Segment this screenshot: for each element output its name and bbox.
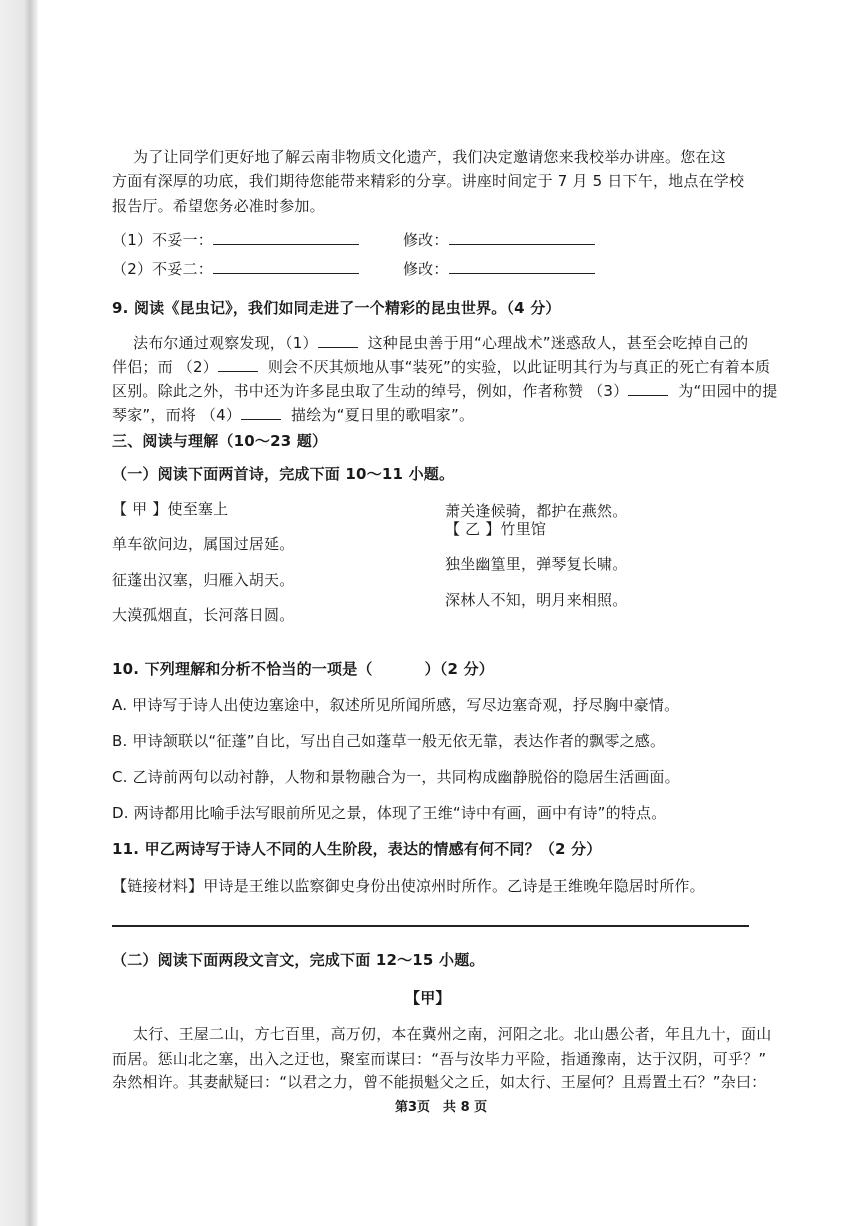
poem-jia-line-4: 萧关逢候骑，都护在燕然。	[445, 502, 628, 520]
part2-line-3: 杂然相许。其妻献疑曰：“以君之力，曾不能损魁父之丘，如太行、王屋何？且焉置土石？”杂曰：	[112, 1073, 767, 1091]
q9-title: 9. 阅读《昆虫记》，我们如同走进了一个精彩的昆虫世界。（4 分）	[112, 299, 561, 317]
q9-text-4a: 琴家”，而将 （4）	[112, 406, 242, 424]
poem-jia-line-2: 征蓬出汉塞，归雁入胡天。	[112, 571, 295, 589]
q9-text-1b: 这种昆虫善于用“心理战术”迷惑敌人，甚至会吃掉自己的	[367, 334, 749, 352]
q10-option-b: B. 甲诗颔联以“征蓬”自比，写出自己如蓬草一般无依无靠，表达作者的飘零之感。	[112, 732, 666, 750]
poem-jia-line-1: 单车欲问边，属国过居延。	[112, 535, 295, 553]
q9-blank-1[interactable]	[318, 333, 358, 348]
q9-text-1a: 法布尔通过观察发现，（1）	[133, 334, 318, 352]
poem-jia-title: 【 甲 】使至塞上	[112, 500, 229, 518]
q11-link-material: 【链接材料】甲诗是王维以监察御史身份出使凉州时所作。乙诗是王维晚年隐居时所作。	[112, 877, 705, 895]
part2-title: （二）阅读下面两段文言文，完成下面 12～15 小题。	[112, 951, 485, 969]
q8-fix-label-2: 修改：	[402, 260, 449, 278]
invitation-line-1: 为了让同学们更好地了解云南非物质文化遗产，我们决定邀请您来我校举办讲座。您在这	[133, 148, 726, 166]
q9-text-3b: 为“田园中的提	[678, 382, 778, 400]
q8-answer-blank-2[interactable]	[213, 259, 359, 274]
q10-option-d: D. 两诗都用比喻手法写眼前所见之景，体现了王维“诗中有画，画中有诗”的特点。	[112, 804, 667, 822]
invitation-line-2: 方面有深厚的功底，我们期待您能带来精彩的分享。讲座时间定于 7 月 5 日下午，地点在学校	[112, 172, 745, 190]
q8-row-2	[112, 258, 595, 279]
q9-line-1	[133, 332, 748, 353]
poem-yi-title: 【 乙 】竹里馆	[445, 520, 547, 538]
q9-line-4	[112, 404, 474, 425]
q9-text-4b: 描绘为“夏日里的歌唱家”。	[291, 406, 475, 424]
q9-text-2b: 则会不厌其烦地从事“装死”的实验，以此证明其行为与真正的死亡有着本质	[267, 358, 771, 376]
q8-fix-blank-1[interactable]	[449, 230, 595, 245]
q9-line-3	[112, 380, 777, 401]
q8-row-1	[112, 229, 595, 250]
q8-item1-label: （1）不妥一：	[112, 231, 213, 249]
q10-stem	[112, 658, 494, 679]
page-footer: 第3页 共 8 页	[395, 1100, 488, 1115]
q8-fix-blank-2[interactable]	[449, 259, 595, 274]
q8-item2-label: （2）不妥二：	[112, 260, 213, 278]
part2-line-2: 而居。惩山北之塞，出入之迂也，聚室而谋曰：“吾与汝毕力平险，指通豫南，达于汉阴，可乎？”	[112, 1050, 767, 1068]
part2-line-1: 太行、王屋二山，方七百里，高万仞，本在冀州之南，河阳之北。北山愚公者，年且九十，面山	[133, 1025, 772, 1043]
poem-yi-line-1: 独坐幽篁里，弹琴复长啸。	[445, 555, 628, 573]
q9-blank-4[interactable]	[241, 405, 281, 420]
q9-text-2a: 伴侣；而 （2）	[112, 358, 218, 376]
part2-jia-heading: 【甲】	[405, 989, 451, 1007]
section3-title: 三、阅读与理解（10～23 题）	[112, 432, 328, 450]
invitation-line-3: 报告厅。希望您务必准时参加。	[112, 197, 325, 215]
poem-yi-line-2: 深林人不知，明月来相照。	[445, 591, 628, 609]
q10-option-c: C. 乙诗前两句以动衬静，人物和景物融合为一，共同构成幽静脱俗的隐居生活画面。	[112, 768, 680, 786]
q9-line-2	[112, 356, 770, 377]
q11-answer-line[interactable]	[112, 925, 749, 927]
q9-blank-2[interactable]	[218, 357, 258, 372]
q10-score: ）（2 分）	[424, 660, 494, 678]
part1-title: （一）阅读下面两首诗，完成下面 10～11 小题。	[112, 465, 455, 483]
q11-stem: 11. 甲乙两诗写于诗人不同的人生阶段，表达的情感有何不同？（2 分）	[112, 840, 602, 858]
poem-jia-line-3: 大漠孤烟直，长河落日圆。	[112, 606, 295, 624]
q9-text-3a: 区别。除此之外，书中还为许多昆虫取了生动的绰号，例如，作者称赞 （3）	[112, 382, 629, 400]
q9-blank-3[interactable]	[628, 381, 668, 396]
q10-stem-text: 10. 下列理解和分析不恰当的一项是（	[112, 660, 373, 678]
q8-answer-blank-1[interactable]	[213, 230, 359, 245]
q10-option-a: A. 甲诗写于诗人出使边塞途中，叙述所见所闻所感，写尽边塞奇观，抒尽胸中豪情。	[112, 696, 680, 714]
q8-fix-label-1: 修改：	[402, 231, 449, 249]
